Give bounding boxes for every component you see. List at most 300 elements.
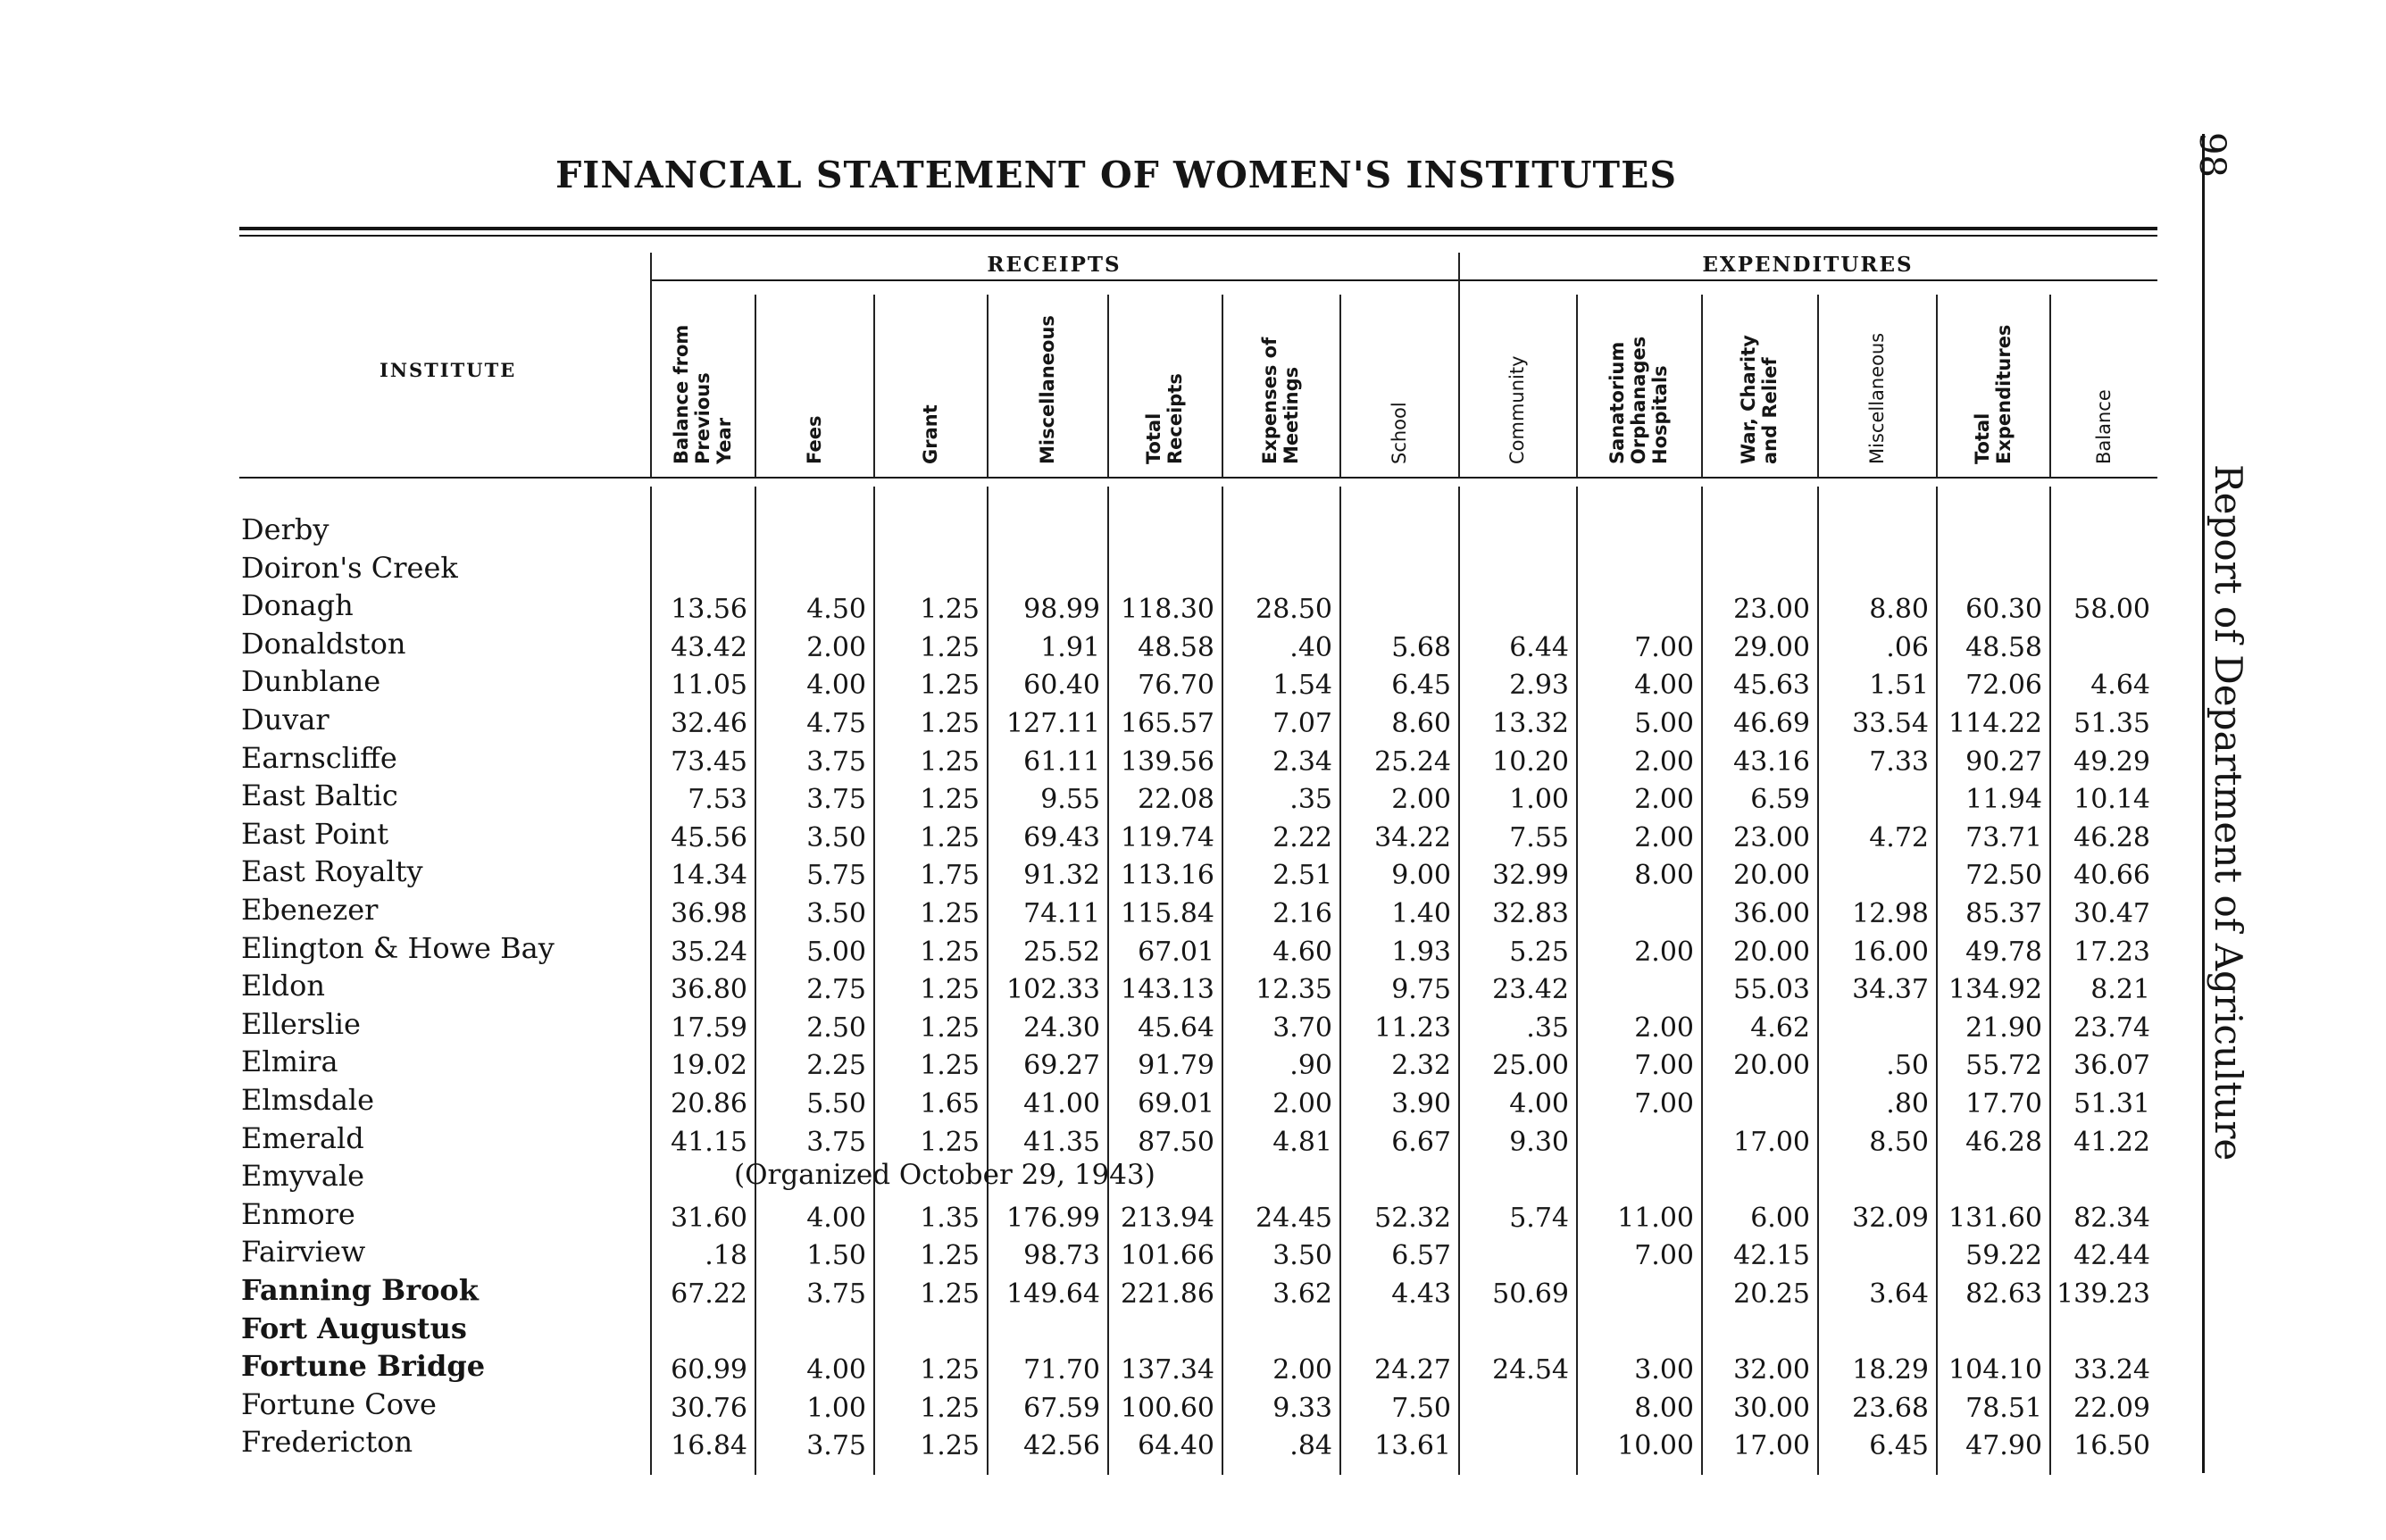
- table-cell: 3.75: [806, 784, 866, 816]
- column-header: [755, 295, 873, 464]
- table-cell: 7.50: [1391, 1392, 1451, 1424]
- institute-name-text: Fortune Cove: [241, 1387, 444, 1421]
- table-cell: 1.54: [1272, 670, 1332, 702]
- table-cell: 98.73: [1023, 1240, 1100, 1272]
- table-cell: 69.01: [1138, 1088, 1214, 1120]
- table-cell: 1.75: [920, 860, 980, 892]
- institute-name-text: Elmsdale: [241, 1083, 381, 1117]
- table-cell: 3.75: [806, 1430, 866, 1462]
- table-cell: 31.60: [671, 1202, 747, 1234]
- table-cell: 67.22: [671, 1278, 747, 1310]
- table-cell: 9.55: [1040, 784, 1100, 816]
- table-cell: 102.33: [1006, 974, 1100, 1006]
- table-cell: 29.00: [1733, 631, 1810, 663]
- table-cell: 2.00: [1272, 1088, 1332, 1120]
- table-cell: 36.98: [671, 898, 747, 929]
- institute-name-text: Enmore: [241, 1197, 363, 1231]
- table-cell: 1.25: [920, 594, 980, 626]
- institute-name-text: Fortune Bridge: [241, 1349, 492, 1383]
- table-cell: 13.56: [671, 594, 747, 626]
- institute-name-text: Elmira: [241, 1045, 346, 1078]
- table-cell: .50: [1886, 1050, 1929, 1082]
- table-cell: 72.06: [1965, 670, 2042, 702]
- table-cell: 1.65: [920, 1088, 980, 1120]
- table-cell: 47.90: [1965, 1430, 2042, 1462]
- institute-name-text: Elington & Howe Bay: [241, 931, 562, 965]
- column-header-label: Grant: [919, 404, 941, 464]
- margin-rule: [2202, 134, 2205, 1473]
- table-cell: 1.93: [1391, 936, 1451, 968]
- institute-name: [241, 551, 645, 585]
- table-cell: 41.15: [671, 1126, 747, 1158]
- table-cell: 1.25: [920, 1278, 980, 1310]
- table-cell: 9.00: [1391, 860, 1451, 892]
- expenditures-heading: EXPENDITURES: [1702, 253, 1914, 277]
- column-header: [1817, 295, 1936, 464]
- table-cell: 1.40: [1391, 898, 1451, 929]
- table-cell: 20.25: [1733, 1278, 1810, 1310]
- table-cell: 32.83: [1492, 898, 1569, 929]
- institute-name-text: Donaldston: [241, 627, 413, 661]
- table-cell: 113.16: [1121, 860, 1214, 892]
- table-cell: 4.00: [1509, 1088, 1569, 1120]
- table-cell: 3.50: [1272, 1240, 1332, 1272]
- table-cell: 12.35: [1256, 974, 1332, 1006]
- institute-name: [241, 512, 645, 546]
- table-cell: 6.67: [1391, 1126, 1451, 1158]
- table-cell: 74.11: [1023, 898, 1100, 929]
- table-cell: 91.32: [1023, 860, 1100, 892]
- institute-name: [241, 817, 645, 851]
- table-cell: 17.70: [1965, 1088, 2042, 1120]
- receipts-heading: RECEIPTS: [987, 253, 1122, 277]
- column-header-label: Balance: [2092, 389, 2115, 464]
- table-cell: 9.30: [1509, 1126, 1569, 1158]
- institute-name-text: Fanning Brook: [241, 1273, 486, 1307]
- table-cell: 1.25: [920, 821, 980, 853]
- table-cell: 46.69: [1733, 708, 1810, 739]
- column-header: [1222, 295, 1339, 464]
- table-cell: 20.00: [1733, 936, 1810, 968]
- table-cell: 19.02: [671, 1050, 747, 1082]
- table-cell: 5.74: [1509, 1202, 1569, 1234]
- table-cell: 14.34: [671, 860, 747, 892]
- table-cell: 22.09: [2073, 1392, 2150, 1424]
- institute-name: [241, 1197, 645, 1231]
- table-cell: 8.60: [1391, 708, 1451, 739]
- table-cell: 41.00: [1023, 1088, 1100, 1120]
- table-cell: 36.00: [1733, 898, 1810, 929]
- table-cell: 49.78: [1965, 936, 2042, 968]
- table-cell: 52.32: [1374, 1202, 1451, 1234]
- table-cell: 23.00: [1733, 594, 1810, 626]
- institute-name: [241, 1387, 645, 1421]
- table-cell: 17.23: [2073, 936, 2150, 968]
- table-cell: 10.00: [1617, 1430, 1694, 1462]
- column-header-label: Balance from Previous Year: [670, 324, 735, 464]
- table-cell: 1.25: [920, 670, 980, 702]
- table-cell: 149.64: [1006, 1278, 1100, 1310]
- table-cell: 3.75: [806, 1278, 866, 1310]
- table-cell: 41.35: [1023, 1126, 1100, 1158]
- institute-name: [241, 1273, 645, 1307]
- table-cell: 32.09: [1852, 1202, 1929, 1234]
- institute-name: [241, 741, 645, 775]
- table-cell: 98.99: [1023, 594, 1100, 626]
- table-cell: 24.54: [1492, 1354, 1569, 1386]
- institute-name: [241, 1311, 645, 1345]
- institute-name: [241, 627, 645, 661]
- table-cell: 51.35: [2073, 708, 2150, 739]
- table-cell: 137.34: [1121, 1354, 1214, 1386]
- table-cell: 42.44: [2073, 1240, 2150, 1272]
- table-cell: 20.86: [671, 1088, 747, 1120]
- table-cell: 1.00: [1509, 784, 1569, 816]
- table-cell: 104.10: [1948, 1354, 2042, 1386]
- table-cell: 85.37: [1965, 898, 2042, 929]
- table-cell: 23.42: [1492, 974, 1569, 1006]
- table-cell: 119.74: [1121, 821, 1214, 853]
- table-cell: 67.01: [1138, 936, 1214, 968]
- table-cell: 10.20: [1492, 745, 1569, 778]
- column-header-label: School: [1388, 402, 1410, 464]
- column-header: [1458, 295, 1576, 464]
- table-cell: 7.00: [1634, 631, 1694, 663]
- table-cell: 36.80: [671, 974, 747, 1006]
- table-cell: 46.28: [2073, 821, 2150, 853]
- table-cell: 32.00: [1733, 1354, 1810, 1386]
- table-cell: 3.50: [806, 898, 866, 929]
- table-cell: 4.72: [1869, 821, 1929, 853]
- table-cell: 46.28: [1965, 1126, 2042, 1158]
- table-cell: 43.16: [1733, 745, 1810, 778]
- table-cell: 23.74: [2073, 1011, 2150, 1044]
- column-header-label: Miscellaneous: [1036, 315, 1058, 464]
- table-cell: 1.25: [920, 784, 980, 816]
- column-header: [650, 295, 755, 464]
- table-cell: 2.32: [1391, 1050, 1451, 1082]
- table-cell: 50.69: [1492, 1278, 1569, 1310]
- table-cell: 1.91: [1040, 631, 1100, 663]
- table-cell: 64.40: [1138, 1430, 1214, 1462]
- table-cell: 41.22: [2073, 1126, 2150, 1158]
- institute-name: [241, 1425, 645, 1459]
- table-cell: 118.30: [1121, 594, 1214, 626]
- table-cell: 2.00: [806, 631, 866, 663]
- table-cell: 12.98: [1852, 898, 1929, 929]
- table-cell: 139.56: [1121, 745, 1214, 778]
- table-cell: 3.00: [1634, 1354, 1694, 1386]
- table-cell: 2.00: [1634, 821, 1694, 853]
- column-header: [873, 295, 987, 464]
- table-cell: 82.34: [2073, 1202, 2150, 1234]
- table-cell: 4.43: [1391, 1278, 1451, 1310]
- table-cell: 6.45: [1391, 670, 1451, 702]
- table-cell: 20.00: [1733, 1050, 1810, 1082]
- institute-name: [241, 703, 645, 737]
- table-cell: 1.25: [920, 898, 980, 929]
- table-cell: 131.60: [1948, 1202, 2042, 1234]
- table-cell: 1.25: [920, 1354, 980, 1386]
- table-cell: 91.79: [1138, 1050, 1214, 1082]
- institute-name-text: Ellerslie: [241, 1007, 368, 1041]
- table-cell: 25.00: [1492, 1050, 1569, 1082]
- table-cell: 72.50: [1965, 860, 2042, 892]
- table-cell: 51.31: [2073, 1088, 2150, 1120]
- table-cell: 69.43: [1023, 821, 1100, 853]
- table-cell: 33.54: [1852, 708, 1929, 739]
- table-cell: 21.90: [1965, 1011, 2042, 1044]
- table-cell: 3.64: [1869, 1278, 1929, 1310]
- column-header-label: Miscellaneous: [1865, 332, 1888, 464]
- table-cell: 2.93: [1509, 670, 1569, 702]
- table-cell: 1.25: [920, 745, 980, 778]
- header-bottom-rule: [239, 477, 2157, 479]
- table-cell: 49.29: [2073, 745, 2150, 778]
- table-cell: 2.25: [806, 1050, 866, 1082]
- table-cell: 18.29: [1852, 1354, 1929, 1386]
- column-header-label: Sanatorium Orphanages Hospitals: [1606, 336, 1671, 464]
- page-number: 98: [2191, 132, 2232, 178]
- table-cell: 78.51: [1965, 1392, 2042, 1424]
- table-cell: 7.07: [1272, 708, 1332, 739]
- table-cell: 5.25: [1509, 936, 1569, 968]
- table-cell: 2.00: [1634, 745, 1694, 778]
- table-cell: 87.50: [1138, 1126, 1214, 1158]
- table-cell: 13.61: [1374, 1430, 1451, 1462]
- table-cell: 4.00: [806, 670, 866, 702]
- table-cell: 7.55: [1509, 821, 1569, 853]
- table-cell: 20.00: [1733, 860, 1810, 892]
- table-cell: .35: [1526, 1011, 1569, 1044]
- table-cell: 55.03: [1733, 974, 1810, 1006]
- table-cell: 59.22: [1965, 1240, 2042, 1272]
- column-header: [1107, 295, 1222, 464]
- table-cell: 32.46: [671, 708, 747, 739]
- institute-name: [241, 1235, 645, 1269]
- top-rule-thin: [239, 235, 2157, 237]
- table-cell: .18: [705, 1240, 747, 1272]
- table-cell: 16.84: [671, 1430, 747, 1462]
- table-cell: 11.94: [1965, 784, 2042, 816]
- institute-name-text: East Royalty: [241, 854, 430, 888]
- page-title: FINANCIAL STATEMENT OF WOMEN'S INSTITUTES: [555, 154, 1677, 196]
- table-cell: 101.66: [1121, 1240, 1214, 1272]
- institute-name-text: Earnscliffe: [241, 741, 405, 775]
- table-cell: 143.13: [1121, 974, 1214, 1006]
- column-header: [1576, 295, 1701, 464]
- table-cell: 16.50: [2073, 1430, 2150, 1462]
- table-cell: 100.60: [1121, 1392, 1214, 1424]
- table-cell: .80: [1886, 1088, 1929, 1120]
- table-cell: 1.50: [806, 1240, 866, 1272]
- institute-name: [241, 1159, 645, 1193]
- institute-name: [241, 1121, 645, 1155]
- institute-name-text: Ebenezer: [241, 893, 385, 927]
- institute-name-text: Fairview: [241, 1235, 372, 1269]
- table-cell: 76.70: [1138, 670, 1214, 702]
- table-cell: 35.24: [671, 936, 747, 968]
- table-cell: 45.56: [671, 821, 747, 853]
- table-cell: 17.00: [1733, 1126, 1810, 1158]
- table-cell: .84: [1289, 1430, 1332, 1462]
- table-cell: 4.60: [1272, 936, 1332, 968]
- column-header-label: Fees: [803, 415, 825, 464]
- column-header-label: Total Expenditures: [1971, 324, 2015, 464]
- table-cell: 4.00: [1634, 670, 1694, 702]
- table-cell: 8.50: [1869, 1126, 1929, 1158]
- table-cell: 221.86: [1121, 1278, 1214, 1310]
- table-cell: 36.07: [2073, 1050, 2150, 1082]
- table-cell: 165.57: [1121, 708, 1214, 739]
- table-cell: 139.23: [2056, 1278, 2150, 1310]
- column-header-label: Total Receipts: [1143, 373, 1186, 464]
- table-cell: 3.70: [1272, 1011, 1332, 1044]
- table-cell: 1.35: [920, 1202, 980, 1234]
- institute-name-text: Emerald: [241, 1121, 371, 1155]
- table-cell: 24.45: [1256, 1202, 1332, 1234]
- column-header-label: War, Charity and Relief: [1738, 335, 1781, 464]
- table-cell: 25.52: [1023, 936, 1100, 968]
- table-cell: 9.75: [1391, 974, 1451, 1006]
- column-header-label: Community: [1506, 355, 1528, 464]
- institute-name: [241, 893, 645, 927]
- table-cell: 67.59: [1023, 1392, 1100, 1424]
- table-cell: 8.21: [2090, 974, 2150, 1006]
- institute-name-text: Derby: [241, 512, 336, 546]
- institute-name: [241, 664, 645, 698]
- table-cell: 4.50: [806, 594, 866, 626]
- table-cell: 5.50: [806, 1088, 866, 1120]
- table-cell: 11.05: [671, 670, 747, 702]
- table-cell: 1.25: [920, 1011, 980, 1044]
- table-cell: 1.25: [920, 1430, 980, 1462]
- table-cell: 17.59: [671, 1011, 747, 1044]
- table-cell: 23.68: [1852, 1392, 1929, 1424]
- table-cell: 7.00: [1634, 1050, 1694, 1082]
- table-cell: 2.16: [1272, 898, 1332, 929]
- table-cell: 60.40: [1023, 670, 1100, 702]
- table-cell: 8.80: [1869, 594, 1929, 626]
- table-cell: 4.64: [2090, 670, 2150, 702]
- institute-heading: INSTITUTE: [380, 359, 517, 381]
- table-cell: 24.27: [1374, 1354, 1451, 1386]
- table-cell: 5.00: [806, 936, 866, 968]
- table-cell: 2.00: [1634, 784, 1694, 816]
- table-cell: 58.00: [2073, 594, 2150, 626]
- table-cell: 4.00: [806, 1354, 866, 1386]
- table-cell: 71.70: [1023, 1354, 1100, 1386]
- table-cell: 82.63: [1965, 1278, 2042, 1310]
- table-cell: 114.22: [1948, 708, 2042, 739]
- institute-name-text: Emyvale: [241, 1159, 371, 1193]
- table-cell: 2.34: [1272, 745, 1332, 778]
- institute-name-text: Donagh: [241, 588, 361, 622]
- institute-name: [241, 1045, 645, 1078]
- table-cell: 34.22: [1374, 821, 1451, 853]
- institute-name: [241, 778, 645, 812]
- organized-note: (Organized October 29, 1943): [734, 1159, 1155, 1192]
- table-cell: 61.11: [1023, 745, 1100, 778]
- table-cell: 69.27: [1023, 1050, 1100, 1082]
- table-cell: 16.00: [1852, 936, 1929, 968]
- table-cell: 213.94: [1121, 1202, 1214, 1234]
- table-cell: 11.00: [1617, 1202, 1694, 1234]
- table-cell: 45.64: [1138, 1011, 1214, 1044]
- table-cell: 48.58: [1138, 631, 1214, 663]
- table-cell: 134.92: [1948, 974, 2042, 1006]
- table-cell: 4.00: [806, 1202, 866, 1234]
- table-cell: 1.25: [920, 936, 980, 968]
- table-cell: 6.57: [1391, 1240, 1451, 1272]
- table-cell: 1.25: [920, 1050, 980, 1082]
- table-cell: 33.24: [2073, 1354, 2150, 1386]
- table-cell: 42.15: [1733, 1240, 1810, 1272]
- table-cell: 4.62: [1750, 1011, 1810, 1044]
- column-header: [987, 295, 1107, 464]
- expenditures-rule: [1458, 279, 2157, 281]
- table-cell: 22.08: [1138, 784, 1214, 816]
- table-cell: 1.51: [1869, 670, 1929, 702]
- column-header: [1339, 295, 1458, 464]
- table-cell: 30.76: [671, 1392, 747, 1424]
- table-cell: 3.62: [1272, 1278, 1332, 1310]
- table-cell: 11.23: [1374, 1011, 1451, 1044]
- table-cell: .40: [1289, 631, 1332, 663]
- table-cell: 7.00: [1634, 1088, 1694, 1120]
- table-cell: 60.30: [1965, 594, 2042, 626]
- institute-name: [241, 854, 645, 888]
- table-cell: 5.68: [1391, 631, 1451, 663]
- table-cell: 2.00: [1272, 1354, 1332, 1386]
- table-cell: 43.42: [671, 631, 747, 663]
- column-header-label: Expenses of Meetings: [1259, 337, 1302, 464]
- table-cell: 10.14: [2073, 784, 2150, 816]
- table-cell: 8.00: [1634, 1392, 1694, 1424]
- table-cell: 6.59: [1750, 784, 1810, 816]
- table-cell: 8.00: [1634, 860, 1694, 892]
- table-cell: 17.00: [1733, 1430, 1810, 1462]
- institute-name: [241, 588, 645, 622]
- table-cell: 1.00: [806, 1392, 866, 1424]
- column-header: [2049, 295, 2157, 464]
- table-cell: 32.99: [1492, 860, 1569, 892]
- table-cell: 4.75: [806, 708, 866, 739]
- table-cell: 30.00: [1733, 1392, 1810, 1424]
- table-cell: 7.33: [1869, 745, 1929, 778]
- table-cell: 7.53: [688, 784, 747, 816]
- table-cell: 1.25: [920, 631, 980, 663]
- table-cell: 115.84: [1121, 898, 1214, 929]
- table-cell: 9.33: [1272, 1392, 1332, 1424]
- table-cell: .06: [1886, 631, 1929, 663]
- table-cell: 3.50: [806, 821, 866, 853]
- table-cell: .90: [1289, 1050, 1332, 1082]
- table-cell: 176.99: [1006, 1202, 1100, 1234]
- table-cell: 4.81: [1272, 1126, 1332, 1158]
- table-cell: 3.90: [1391, 1088, 1451, 1120]
- institute-name-text: Fredericton: [241, 1425, 420, 1459]
- institute-name: [241, 1349, 645, 1383]
- column-header: [1936, 295, 2049, 464]
- table-cell: 1.25: [920, 1392, 980, 1424]
- table-cell: 73.71: [1965, 821, 2042, 853]
- institute-name-text: Dunblane: [241, 664, 388, 698]
- table-cell: 40.66: [2073, 860, 2150, 892]
- table-cell: 2.00: [1634, 1011, 1694, 1044]
- institute-name: [241, 931, 645, 965]
- table-cell: 34.37: [1852, 974, 1929, 1006]
